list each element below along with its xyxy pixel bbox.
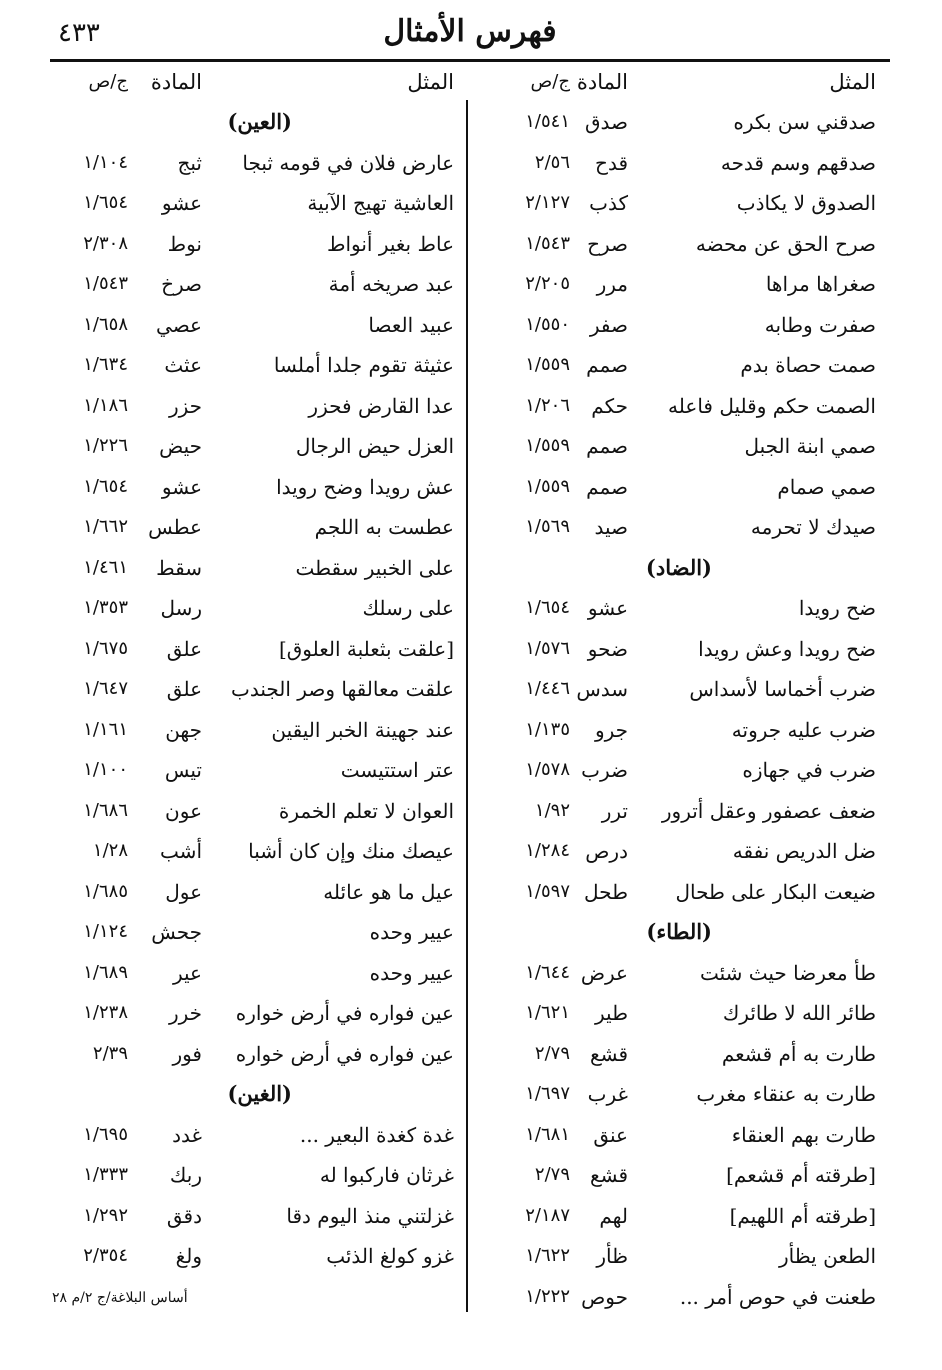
root-word: ضحو	[587, 636, 628, 661]
volume-page-ref: ١/٦٢١	[525, 1002, 570, 1023]
index-row	[472, 1074, 882, 1115]
index-row	[50, 1196, 460, 1237]
proverb-text: ضح رويدا وعش رويدا	[698, 636, 876, 661]
volume-page-ref: ٢/١٢٧	[525, 192, 570, 213]
volume-page-ref: ١/٢٣٨	[83, 1002, 128, 1023]
root-word: صمم	[586, 434, 628, 458]
volume-page-ref: ١/٢٠٦	[525, 394, 570, 416]
index-row	[50, 872, 460, 913]
proverb-text: عبيد العصا	[368, 312, 454, 337]
proverb-text: عارض فلان في قومه ثبجا	[242, 150, 454, 175]
volume-page-ref: ١/٦٨٥	[83, 880, 128, 902]
root-word: ترر	[601, 798, 628, 823]
volume-page-ref: ١/١٠٠	[83, 759, 128, 780]
root-word: صرخ	[161, 272, 202, 296]
column-headers	[50, 62, 460, 102]
volume-page-ref: ١/٦٥٤	[83, 192, 128, 213]
root-word: عون	[165, 798, 202, 823]
proverb-text: عاط بغير أنواط	[326, 231, 454, 256]
root-word: فور	[172, 1041, 202, 1066]
proverb-text: طارت به عنقاء مغرب	[696, 1082, 876, 1106]
section-heading	[472, 912, 882, 953]
proverb-text: صرح الحق عن محضه	[695, 231, 876, 256]
root-word: جهن	[165, 717, 202, 742]
proverb-text: غدة كغدة البعير ...	[299, 1122, 454, 1147]
index-row	[50, 993, 460, 1034]
root-word: عير	[172, 960, 202, 985]
index-row	[50, 1155, 460, 1196]
root-word: عشو	[587, 596, 628, 620]
proverb-text: علقت معالقها وصر الجندب	[231, 677, 454, 701]
index-row	[472, 1196, 882, 1237]
volume-page-ref: ١/٦٩٧	[525, 1083, 570, 1104]
volume-page-ref: ١/٦٤٤	[525, 961, 570, 983]
root-word: لهم	[599, 1203, 628, 1228]
proverb-text: عتر استتيست	[340, 758, 454, 782]
proverb-text: ضل الدريص نفقه	[732, 839, 876, 863]
volume-page-ref: ١/٦٥٨	[83, 313, 128, 335]
index-row	[472, 1155, 882, 1196]
proverb-text: ضيعت البكار على طحال	[675, 879, 876, 904]
volume-page-ref: ٢/٥٦	[534, 151, 570, 173]
index-row	[472, 305, 882, 346]
root-word: عشو	[161, 191, 202, 215]
index-row	[472, 345, 882, 386]
proverb-text: عيير وحده	[369, 920, 454, 944]
proverb-text: ضرب في جهازه	[742, 758, 876, 782]
root-word: جحش	[151, 920, 202, 944]
proverb-text: عين فواره في أرض خواره	[235, 1001, 454, 1025]
volume-page-ref: ١/٢٢٦	[83, 435, 128, 456]
volume-page-ref: ١/٥٧٨	[525, 759, 570, 780]
proverb-text: الصدوق لا يكاذب	[736, 191, 876, 215]
section-heading	[50, 1074, 460, 1115]
root-word: طير	[595, 1001, 628, 1025]
index-row	[472, 467, 882, 508]
index-row	[472, 102, 882, 143]
volume-page-ref: ١/١٦١	[83, 718, 128, 740]
volume-page-ref: ١/٥٥٠	[525, 313, 570, 335]
proverb-text: عيير وحده	[369, 960, 454, 985]
right-column	[472, 62, 882, 1317]
index-row	[472, 426, 882, 467]
volume-page-ref: ١/١٨٦	[83, 394, 128, 416]
proverb-text: صدقهم وسم قدحه	[720, 150, 876, 175]
proverb-text: العزل حيض الرجال	[295, 434, 454, 458]
proverb-text: ضرب عليه جروته	[731, 717, 876, 742]
volume-page-ref: ٢/١٨٧	[525, 1204, 570, 1226]
index-row	[50, 345, 460, 386]
index-row	[50, 426, 460, 467]
root-word: عثث	[164, 353, 202, 377]
volume-page-ref: ١/٦٤٧	[83, 678, 128, 699]
volume-page-ref: ٢/٧٩	[534, 1164, 570, 1185]
index-row	[472, 953, 882, 994]
left-column	[50, 62, 460, 1277]
proverb-text: طارت بهم العنقاء	[731, 1122, 876, 1147]
proverb-text: صدقني سن بكره	[733, 110, 876, 134]
index-row	[50, 143, 460, 184]
root-word: تيس	[164, 758, 202, 782]
index-row	[472, 993, 882, 1034]
index-row	[472, 588, 882, 629]
proverb-text: صمت حصاة بدم	[740, 353, 876, 377]
proverb-text: عدا القارض فحزر	[308, 393, 454, 418]
header-proverb: المثل	[829, 70, 876, 94]
volume-page-ref: ١/٦٧٥	[83, 637, 128, 659]
proverb-text: طارت به أم قشعم	[721, 1041, 876, 1066]
proverb-text: صفرت وطابه	[764, 312, 876, 337]
root-word: صدق	[585, 110, 628, 134]
root-word: خرر	[168, 1001, 202, 1025]
volume-page-ref: ١/٥٩٧	[525, 880, 570, 902]
root-word: مرر	[596, 272, 628, 296]
column-divider	[466, 100, 468, 1312]
volume-page-ref: ١/١٢٤	[83, 921, 128, 942]
root-word: صمم	[586, 353, 628, 377]
root-word: قشع	[589, 1041, 628, 1066]
volume-page-ref: ٢/٧٩	[534, 1042, 570, 1064]
index-row	[50, 710, 460, 751]
root-word: علق	[166, 677, 202, 701]
index-row	[472, 872, 882, 913]
proverb-text: [علقت بثعلبة العلوق]	[278, 636, 454, 661]
proverb-text: الصمت حكم وقليل فاعله	[668, 393, 876, 418]
proverb-text: عيصك منك وإن كان أشبا	[248, 839, 454, 863]
volume-page-ref: ٢/٢٠٥	[525, 273, 570, 294]
index-row	[50, 507, 460, 548]
volume-page-ref: ١/٦٨٦	[83, 799, 128, 821]
proverb-text: عطست به اللجم	[314, 515, 454, 539]
root-word: صيد	[594, 515, 628, 539]
root-word: كذب	[589, 191, 628, 215]
index-row	[472, 791, 882, 832]
section-title: (الغين)	[227, 1081, 292, 1106]
page-number: ٤٣٣	[58, 18, 100, 48]
footer-note: أساس البلاغة/ج ٢/م ٢٨	[52, 1290, 188, 1306]
root-word: ضرب	[581, 758, 628, 782]
index-row	[472, 507, 882, 548]
header-proverb: المثل	[407, 70, 454, 94]
volume-page-ref: ١/٦٦٢	[83, 516, 128, 537]
proverb-text: على رسلك	[362, 596, 454, 620]
index-row	[50, 386, 460, 427]
volume-page-ref: ١/٥٦٩	[525, 516, 570, 537]
header-root: المادة	[576, 70, 628, 94]
volume-page-ref: ١/٢٢٢	[525, 1285, 570, 1307]
volume-page-ref: ١/٦٨٩	[83, 961, 128, 983]
index-row	[50, 1115, 460, 1156]
volume-page-ref: ١/٢٨	[92, 840, 128, 861]
column-headers	[472, 62, 882, 102]
index-row	[472, 629, 882, 670]
volume-page-ref: ٢/٣٠٨	[83, 232, 128, 254]
index-row	[50, 548, 460, 589]
root-word: عنق	[593, 1122, 628, 1147]
volume-page-ref: ١/٥٤٣	[525, 232, 570, 254]
volume-page-ref: ١/٢٩٢	[83, 1204, 128, 1226]
root-word: رسل	[160, 596, 202, 620]
root-word: غرب	[587, 1082, 628, 1106]
root-word: ربك	[169, 1163, 202, 1187]
index-row	[50, 831, 460, 872]
root-word: حوص	[581, 1284, 628, 1309]
root-word: عول	[165, 879, 202, 904]
volume-page-ref: ١/٩٢	[534, 799, 570, 821]
index-row	[472, 143, 882, 184]
volume-page-ref: ١/٤٤٦	[525, 678, 570, 699]
proverb-text: عين فواره في أرض خواره	[235, 1041, 454, 1066]
left-rows	[50, 102, 460, 1277]
root-word: سدس	[576, 677, 628, 701]
root-word: عصي	[156, 312, 202, 337]
index-row	[472, 224, 882, 265]
proverb-text: عيل ما هو عائله	[323, 879, 454, 904]
index-row	[472, 1236, 882, 1277]
index-row	[50, 953, 460, 994]
index-row	[50, 912, 460, 953]
index-row	[472, 750, 882, 791]
index-row	[472, 386, 882, 427]
index-row	[472, 831, 882, 872]
section-title: (الطاء)	[646, 919, 712, 944]
volume-page-ref: ١/٥٤١	[525, 111, 570, 132]
index-row	[472, 669, 882, 710]
header-root: المادة	[150, 70, 202, 94]
volume-page-ref: ١/٥٥٩	[525, 354, 570, 375]
volume-page-ref: ١/٥٥٩	[525, 435, 570, 456]
root-word: عشو	[161, 474, 202, 499]
proverb-text: عند جهينة الخبر اليقين	[271, 717, 454, 742]
root-word: حيض	[159, 434, 202, 458]
header-ref: ج/ص	[530, 71, 570, 92]
root-word: عطس	[148, 515, 202, 539]
index-row	[50, 669, 460, 710]
index-row	[472, 710, 882, 751]
root-word: عرض	[580, 960, 628, 985]
volume-page-ref: ٢/٣٥٤	[83, 1245, 128, 1266]
root-word: دقق	[166, 1203, 202, 1228]
header-ref: ج/ص	[88, 71, 128, 92]
proverb-text: طعنت في حوص أمر ...	[679, 1284, 876, 1309]
root-word: نوط	[167, 231, 202, 256]
root-word: حكم	[591, 393, 628, 418]
proverb-text: عثيثة تقوم جلدا أملسا	[273, 353, 454, 377]
root-word: ولغ	[175, 1244, 202, 1268]
index-row	[50, 305, 460, 346]
volume-page-ref: ١/٦٢٢	[525, 1245, 570, 1266]
root-word: ثبج	[177, 150, 202, 175]
volume-page-ref: ١/٣٥٣	[83, 597, 128, 618]
index-row	[50, 264, 460, 305]
proverb-text: [طرقته أم اللهيم]	[729, 1203, 876, 1228]
section-title: (العين)	[227, 109, 292, 134]
root-word: صفر	[589, 312, 628, 337]
root-word: قدح	[595, 150, 628, 175]
proverb-text: طأ معرضا حيث شئت	[699, 960, 876, 985]
proverb-text: غزلتني منذ اليوم دقا	[286, 1203, 454, 1228]
page-title: فهرس الأمثال	[383, 14, 557, 49]
proverb-text: ضرب أخماسا لأسداس	[689, 677, 876, 701]
root-word: قشع	[589, 1163, 628, 1187]
root-word: أشب	[160, 839, 202, 863]
volume-page-ref: ١/٥٥٩	[525, 475, 570, 497]
section-title: (الضاد)	[645, 554, 712, 580]
volume-page-ref: ١/٦٩٥	[83, 1123, 128, 1145]
index-row	[50, 588, 460, 629]
root-word: غدد	[172, 1122, 202, 1147]
volume-page-ref: ١/٥٧٦	[525, 637, 570, 659]
index-row	[50, 1034, 460, 1075]
index-row	[472, 1115, 882, 1156]
proverb-text: العاشية تهيج الآبية	[307, 191, 454, 215]
index-row	[472, 183, 882, 224]
proverb-text: صمي ابنة الجبل	[744, 434, 876, 458]
root-word: ظأر	[596, 1244, 628, 1268]
index-row	[50, 1236, 460, 1277]
volume-page-ref: ١/٤٦١	[83, 556, 128, 578]
proverb-text: صغراها مراها	[765, 272, 876, 296]
volume-page-ref: ١/٦٣٤	[83, 354, 128, 375]
volume-page-ref: ١/٦٥٤	[525, 597, 570, 618]
index-row	[50, 629, 460, 670]
root-word: صمم	[586, 474, 628, 499]
volume-page-ref: ٢/٣٩	[92, 1042, 128, 1064]
index-row	[472, 264, 882, 305]
root-word: جرو	[594, 717, 628, 742]
root-word: طحل	[584, 879, 628, 904]
proverb-text: الطعن يظأر	[778, 1244, 876, 1268]
proverb-text: صيدك لا تحرمه	[750, 515, 876, 539]
right-rows	[472, 102, 882, 1317]
volume-page-ref: ١/٣٣٣	[83, 1164, 128, 1185]
volume-page-ref: ١/٦٨١	[525, 1123, 570, 1145]
root-word: سقط	[156, 555, 202, 580]
volume-page-ref: ١/١٠٤	[83, 151, 128, 173]
proverb-text: عش رويدا وضح رويدا	[276, 474, 454, 499]
proverb-text: عبد صريخه أمة	[328, 272, 454, 296]
volume-page-ref: ١/٢٨٤	[525, 840, 570, 861]
index-row	[472, 1034, 882, 1075]
volume-page-ref: ١/٦٥٤	[83, 475, 128, 497]
root-word: علق	[166, 636, 202, 661]
proverb-text: [طرقته أم قشعم]	[726, 1163, 876, 1187]
page-header	[50, 12, 890, 58]
proverb-text: غزو كولغ الذئب	[326, 1244, 454, 1268]
proverb-text: صمي صمام	[777, 474, 876, 499]
section-heading	[472, 548, 882, 589]
proverb-text: ضعف عصفور وعقل أترور	[661, 798, 876, 823]
index-row	[50, 224, 460, 265]
index-row	[472, 1277, 882, 1318]
root-word: صرح	[587, 231, 628, 256]
volume-page-ref: ١/١٣٥	[525, 718, 570, 740]
proverb-text: العوان لا تعلم الخمرة	[278, 798, 454, 823]
index-row	[50, 467, 460, 508]
index-row	[50, 183, 460, 224]
proverb-text: طائر الله لا طائرك	[722, 1001, 876, 1025]
volume-page-ref: ١/٥٤٣	[83, 273, 128, 294]
proverb-text: غرثان فاركبوا له	[319, 1163, 454, 1187]
root-word: درص	[585, 839, 628, 863]
root-word: حزر	[168, 393, 202, 418]
index-row	[50, 791, 460, 832]
section-heading	[50, 102, 460, 143]
proverb-text: على الخبير سقطت	[295, 555, 454, 580]
proverb-text: ضح رويدا	[798, 596, 876, 620]
index-row	[50, 750, 460, 791]
